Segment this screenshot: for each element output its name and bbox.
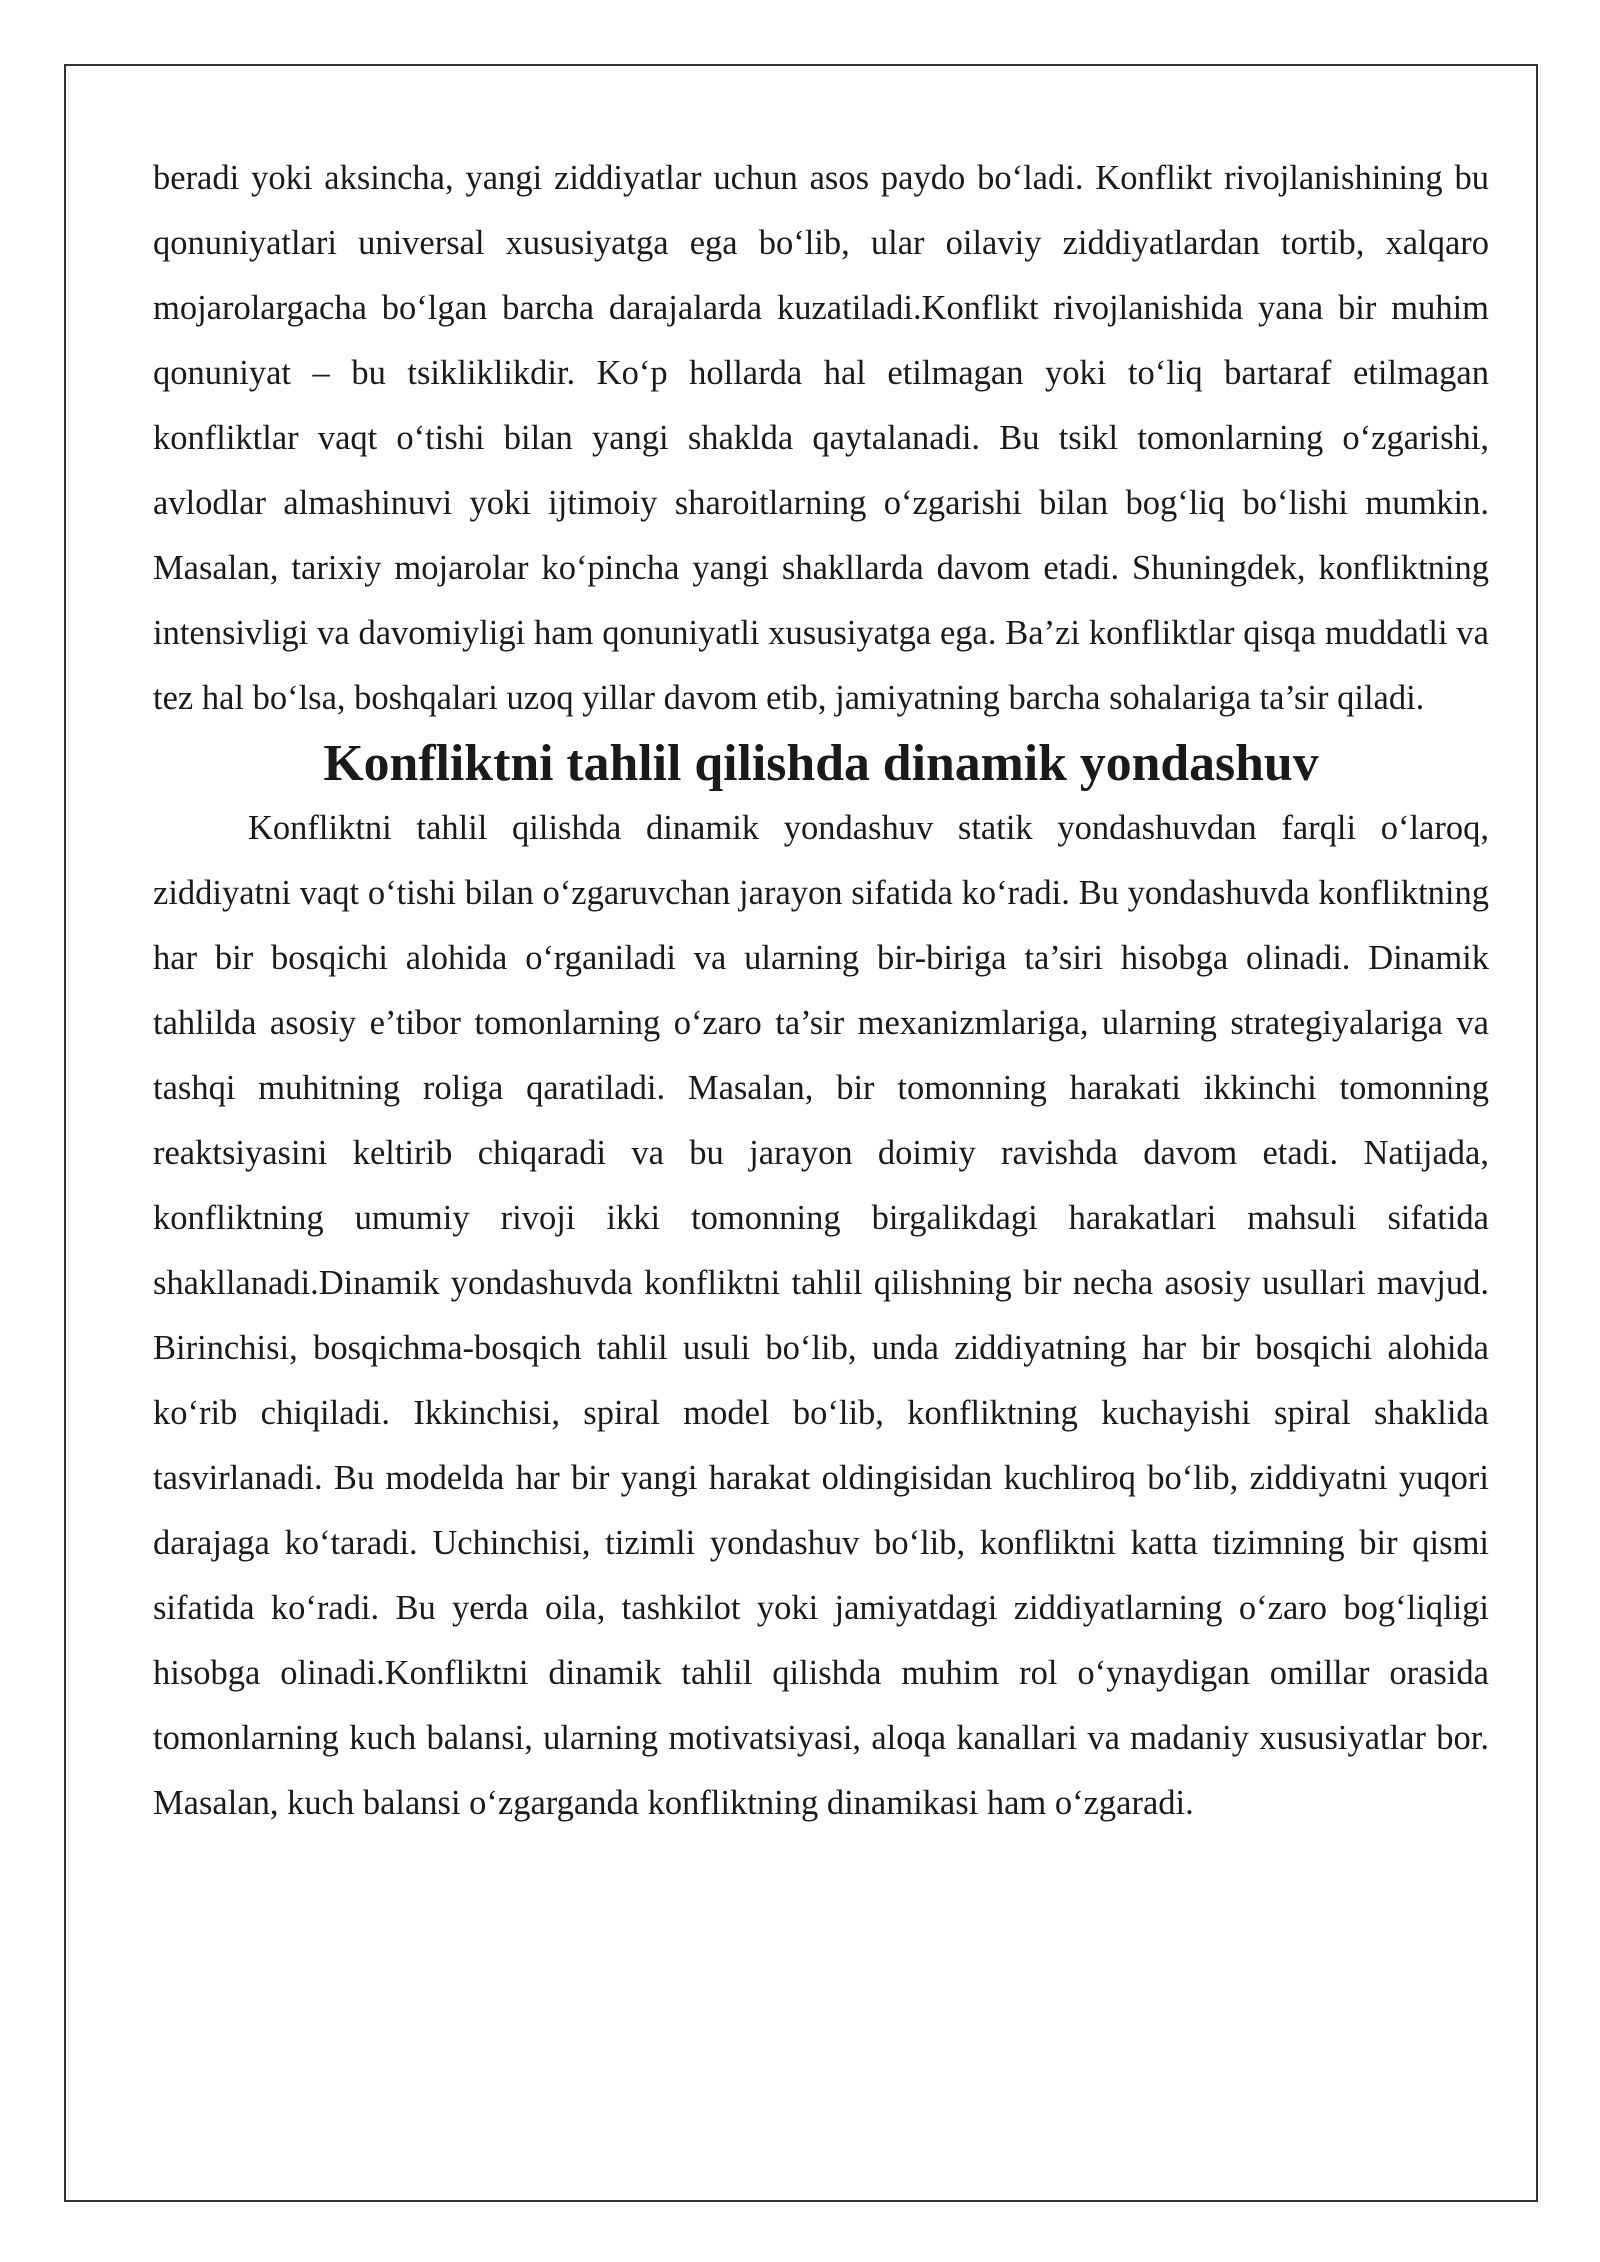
document-body [153, 146, 1489, 1836]
body-paragraph-2: Konfliktni tahlil qilishda dinamik yondashuv statik yondashuvdan farqli o‘laroq, ziddiyatni vaqt o‘tishi bilan o‘zgaruvchan jarayon sifatida ko‘radi. Bu yondashuvda konfliktning har bir bosqichi alohida o‘rganiladi va ularning bir-biriga ta’siri hisobga olinadi. Dinamik tahlilda asosiy e’tibor tomonlarning o‘zaro ta’sir mexanizmlariga, ularning strategiyalariga va tashqi muhitning roliga qaratiladi. Masalan, bir tomonning harakati ikkinchi tomonning reaktsiyasini keltirib chiqaradi va bu jarayon doimiy ravishda davom etadi. Natijada, konfliktning umumiy rivoji ikki tomonning birgalikdagi harakatlari mahsuli sifatida shakllanadi.Dinamik yondashuvda konfliktni tahlil qilishning bir necha asosiy usullari mavjud. Birinchisi, bosqichma-bosqich tahlil usuli bo‘lib, unda ziddiyatning har bir bosqichi alohida ko‘rib chiqiladi. Ikkinchisi, spiral model bo‘lib, konfliktning kuchayishi spiral shaklida tasvirlanadi. Bu modelda har bir yangi harakat oldingisidan kuchliroq bo‘lib, ziddiyatni yuqori darajaga ko‘taradi. Uchinchisi, tizimli yondashuv bo‘lib, konfliktni katta tizimning bir qismi sifatida ko‘radi. Bu yerda oila, tashkilot yoki jamiyatdagi ziddiyatlarning o‘zaro bog‘liqligi hisobga olinadi.Konfliktni dinamik tahlil qilishda muhim rol o‘ynaydigan omillar orasida tomonlarning kuch balansi, ularning motivatsiyasi, aloqa kanallari va madaniy xususiyatlar bor. Masalan, kuch balansi o‘zgarganda konfliktning dinamikasi ham o‘zgaradi. [153, 809, 1489, 1822]
section-heading: Konfliktni tahlil qilishda dinamik yondashuv [323, 735, 1319, 792]
body-paragraph-1: beradi yoki aksincha, yangi ziddiyatlar uchun asos paydo bo‘ladi. Konflikt rivojlanishining bu qonuniyatlari universal xususiyatga ega bo‘lib, ular oilaviy ziddiyatlardan tortib, xalqaro mojarolargacha bo‘lgan barcha darajalarda kuzatiladi.Konflikt rivojlanishida yana bir muhim qonuniyat – bu tsikliklikdir. Ko‘p hollarda hal etilmagan yoki to‘liq bartaraf etilmagan konfliktlar vaqt o‘tishi bilan yangi shaklda qaytalanadi. Bu tsikl tomonlarning o‘zgarishi, avlodlar almashinuvi yoki ijtimoiy sharoitlarning o‘zgarishi bilan bog‘liq bo‘lishi mumkin. Masalan, tarixiy mojarolar ko‘pincha yangi shakllarda davom etadi. Shuningdek, konfliktning intensivligi va davomiyligi ham qonuniyatli xususiyatga ega. Ba’zi konfliktlar qisqa muddatli va tez hal bo‘lsa, boshqalari uzoq yillar davom etib, jamiyatning barcha sohalariga ta’sir qiladi. [153, 159, 1489, 717]
